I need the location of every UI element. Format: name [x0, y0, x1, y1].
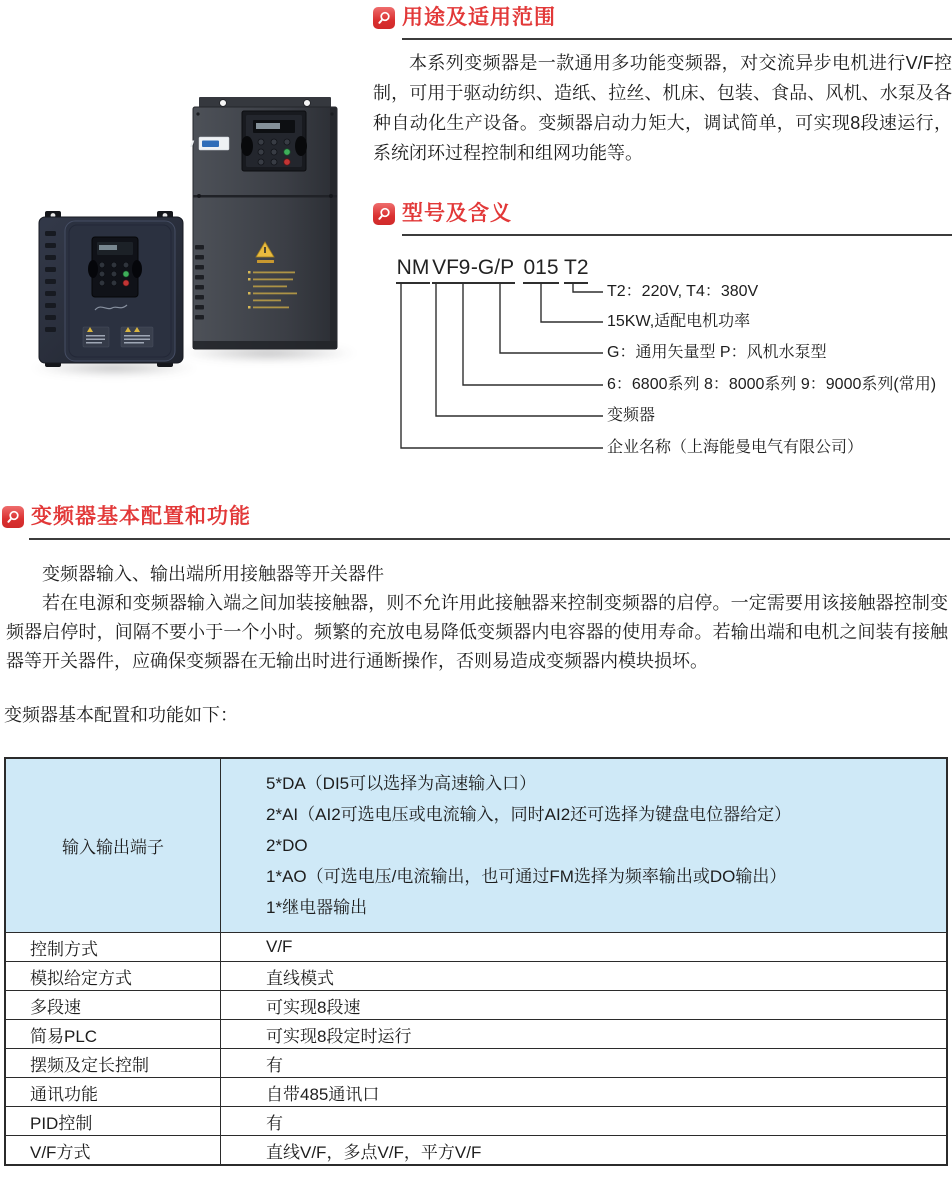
small-inverter-photo — [35, 211, 187, 369]
magnifier-icon — [2, 506, 24, 528]
section-divider — [402, 38, 952, 40]
run-button — [123, 271, 129, 277]
table-row-io-terminals — [5, 758, 947, 933]
model-segment: VF — [432, 256, 459, 284]
vent-slats — [45, 231, 56, 332]
model-segment: 9 — [458, 256, 471, 284]
model-label: T2：220V, T4：380V — [607, 283, 759, 300]
model-code-diagram — [373, 250, 952, 465]
table-cell-label: PID控制 — [5, 1107, 221, 1136]
section-divider — [402, 234, 952, 236]
table-row — [5, 1078, 947, 1107]
io-line: 2*DO — [266, 836, 308, 855]
product-photos — [28, 88, 358, 408]
keypad — [241, 111, 307, 171]
table-row — [5, 1049, 947, 1078]
model-label: 企业名称（上海能曼电气有限公司） — [607, 439, 864, 456]
table-cell-label: 通讯功能 — [5, 1078, 221, 1107]
table-cell-value: 有 — [221, 1107, 948, 1136]
model-segment: -G/P — [470, 256, 515, 284]
stop-button — [284, 159, 290, 165]
table-row — [5, 991, 947, 1020]
section-header-model — [373, 202, 952, 226]
large-inverter-photo — [185, 95, 345, 357]
model-label: 变频器 — [607, 407, 656, 424]
section-title-usage: 用途及适用范围 — [402, 6, 556, 29]
table-cell-value: 可实现8段速 — [221, 991, 948, 1020]
io-line: 5*DA（DI5可以选择为高速输入口） — [266, 774, 537, 793]
table-cell-label: 输入输出端子 — [5, 758, 221, 933]
model-label: G：通用矢量型 P：风机水泵型 — [607, 344, 827, 361]
magnifier-icon — [373, 203, 395, 225]
table-row — [5, 962, 947, 991]
config-paragraph-main: 若在电源和变频器输入端之间加装接触器，则不允许用此接触器来控制变频器的启停。一定需要用该接触器控制变频器启停时，间隔不要小于一个小时。频繁的充放电易降低变频器内电容器的使用寿命。若输出端和电机之间装有接触器等开关器件，应确保变频器在无输出时进行通断操作，否则易造成变频器内模块损坏。 — [6, 593, 948, 671]
run-button — [284, 149, 290, 155]
table-row — [5, 1107, 947, 1136]
table-cell-value: 有 — [221, 1049, 948, 1078]
io-line: 1*AO（可选电压/电流输出，也可通过FM选择为频率输出或DO输出） — [266, 867, 787, 886]
usage-paragraph: 本系列变频器是一款通用多功能变频器，对交流异步电机进行V/F控制，可用于驱动纺织、造纸、拉丝、机床、包装、食品、风机、水泵及各种自动化生产设备。变频器启动力矩大，调试简单，可实现8段速运行，系统闭环过程控制和组网功能等。 — [373, 53, 952, 163]
table-cell-label: 简易PLC — [5, 1020, 221, 1049]
config-table — [4, 757, 948, 1166]
stop-button — [123, 280, 129, 286]
section-header-usage — [373, 6, 952, 30]
warning-label-left — [83, 327, 109, 347]
section-title-config: 变频器基本配置和功能 — [31, 505, 251, 528]
table-cell-label: 多段速 — [5, 991, 221, 1020]
config-section — [0, 500, 952, 730]
model-segment: NM — [396, 256, 430, 284]
table-row — [5, 933, 947, 962]
warning-label-right — [121, 327, 153, 347]
model-segment: T2 — [564, 256, 588, 284]
model-segment: 015 — [523, 256, 559, 284]
model-label: 6：6800系列 8：8000系列 9：9000系列(常用) — [607, 376, 937, 393]
section-divider — [29, 538, 950, 540]
table-cell-label: 控制方式 — [5, 933, 221, 962]
table-row — [5, 1136, 947, 1166]
table-cell-value: 可实现8段定时运行 — [221, 1020, 948, 1049]
table-cell-value: 自带485通讯口 — [221, 1078, 948, 1107]
section-header-config — [2, 505, 952, 529]
right-column — [373, 0, 952, 465]
table-row — [5, 1020, 947, 1049]
table-intro-line: 变频器基本配置和功能如下： — [4, 705, 238, 725]
table-cell-value — [221, 758, 948, 933]
table-cell-value: 直线模式 — [221, 962, 948, 991]
table-cell-label: 模拟给定方式 — [5, 962, 221, 991]
section-title-model: 型号及含义 — [402, 202, 512, 225]
io-line: 2*AI（AI2可选电压或电流输入，同时AI2还可选择为键盘电位器给定） — [266, 805, 792, 824]
magnifier-icon — [373, 7, 395, 29]
table-cell-value: 直线V/F，多点V/F，平方V/F — [221, 1136, 948, 1166]
table-cell-label: 摆频及定长控制 — [5, 1049, 221, 1078]
table-cell-label: V/F方式 — [5, 1136, 221, 1166]
keypad — [88, 237, 142, 297]
model-label: 15KW,适配电机功率 — [607, 313, 751, 330]
table-cell-value: V/F — [221, 933, 948, 962]
io-line: 1*继电器输出 — [266, 898, 368, 917]
config-paragraph-lead: 变频器输入、输出端所用接触器等开关器件 — [42, 564, 384, 584]
